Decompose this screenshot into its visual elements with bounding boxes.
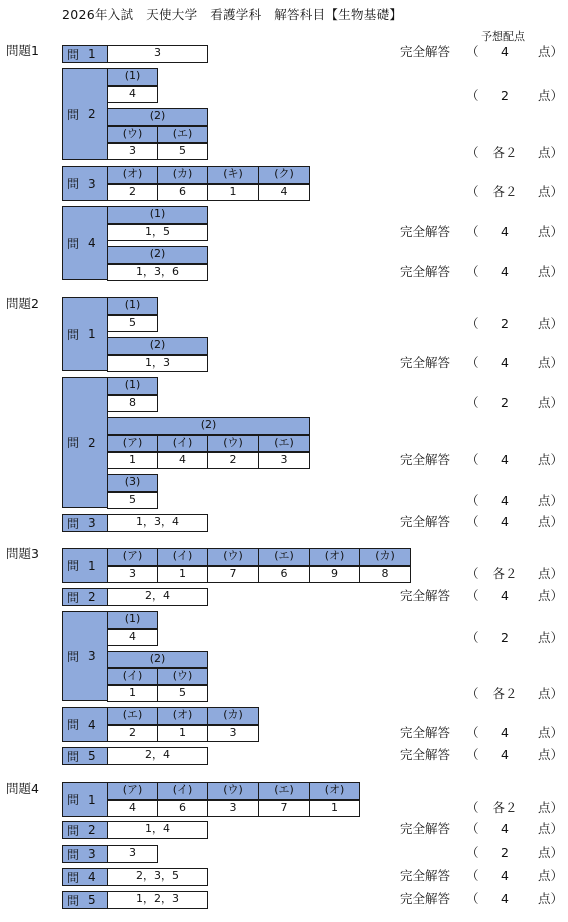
full-answer-label: 完全解答 bbox=[400, 44, 451, 59]
answer-cell: 1 bbox=[107, 685, 158, 702]
answer-cell: 5 bbox=[107, 315, 158, 332]
column-header: (エ) bbox=[258, 548, 310, 566]
question-mark-label: 問 bbox=[67, 516, 80, 531]
column-header: (オ) bbox=[309, 782, 360, 800]
open-paren: （ bbox=[466, 493, 479, 508]
answer-cell: 1，3，4 bbox=[107, 514, 208, 532]
answer-cell: 7 bbox=[258, 800, 310, 817]
score-value: 2 bbox=[501, 630, 509, 645]
score-unit: 点） bbox=[538, 725, 564, 740]
column-header: (ク) bbox=[258, 166, 310, 184]
open-paren: （ bbox=[466, 395, 479, 410]
question-number: 3 bbox=[88, 649, 96, 663]
score-unit: 点） bbox=[538, 630, 564, 645]
open-paren: （ bbox=[466, 224, 479, 239]
answer-cell: 2，3，5 bbox=[107, 868, 208, 886]
question-mark-label: 問 bbox=[67, 823, 80, 838]
score-unit: 点） bbox=[538, 88, 564, 103]
open-paren: （ bbox=[466, 686, 479, 701]
open-paren: （ bbox=[466, 316, 479, 331]
full-answer-label: 完全解答 bbox=[400, 821, 451, 836]
question-mark-label: 問 bbox=[67, 236, 80, 251]
question-mark-label: 問 bbox=[67, 47, 80, 62]
score-unit: 点） bbox=[538, 686, 564, 701]
score-unit: 点） bbox=[538, 395, 564, 410]
question-number: 2 bbox=[88, 435, 96, 450]
question-2-1 bbox=[62, 297, 108, 371]
score-unit: 点） bbox=[538, 514, 564, 529]
score-value: 4 bbox=[501, 747, 509, 762]
answer-cell: 5 bbox=[157, 143, 208, 160]
score-unit: 点） bbox=[538, 588, 564, 603]
answer-cell: 2 bbox=[107, 184, 158, 201]
full-answer-label: 完全解答 bbox=[400, 891, 451, 906]
part-header: (1) bbox=[107, 377, 158, 395]
answer-cell: 4 bbox=[258, 184, 310, 201]
answer-cell: 3 bbox=[207, 725, 259, 742]
column-header: (カ) bbox=[359, 548, 411, 566]
open-paren: （ bbox=[466, 88, 479, 103]
open-paren: （ bbox=[466, 821, 479, 836]
score-value: 4 bbox=[501, 264, 509, 279]
full-answer-label: 完全解答 bbox=[400, 588, 451, 603]
score-unit: 点） bbox=[538, 316, 564, 331]
question-4-2 bbox=[62, 821, 108, 839]
answer-cell: 4 bbox=[107, 86, 158, 103]
score-value: 各２ bbox=[492, 184, 518, 199]
answer-cell: 1 bbox=[309, 800, 360, 817]
question-number: 2 bbox=[88, 823, 96, 837]
answer-cell: 1，4 bbox=[107, 821, 208, 839]
question-1-4 bbox=[62, 206, 108, 280]
answer-cell: 2，4 bbox=[107, 747, 208, 765]
score-value: 各２ bbox=[492, 566, 518, 581]
question-1-3 bbox=[62, 166, 108, 201]
question-3-3 bbox=[62, 611, 108, 701]
question-mark-label: 問 bbox=[67, 749, 80, 764]
column-header: (ア) bbox=[107, 782, 158, 800]
score-unit: 点） bbox=[538, 566, 564, 581]
question-mark-label: 問 bbox=[67, 590, 80, 605]
column-header: (ア) bbox=[107, 548, 158, 566]
full-answer-label: 完全解答 bbox=[400, 355, 451, 370]
answer-cell: 3 bbox=[207, 800, 259, 817]
score-value: 4 bbox=[501, 452, 509, 467]
question-mark-label: 問 bbox=[67, 177, 80, 191]
question-number: 1 bbox=[88, 47, 96, 61]
open-paren: （ bbox=[466, 452, 479, 467]
score-unit: 点） bbox=[538, 264, 564, 279]
score-value: 4 bbox=[501, 224, 509, 239]
question-number: 1 bbox=[88, 558, 96, 573]
answer-cell: 2 bbox=[207, 452, 259, 469]
score-value: 4 bbox=[501, 44, 509, 59]
question-4-3 bbox=[62, 845, 108, 863]
answer-cell: 1 bbox=[157, 566, 208, 583]
part-header: (1) bbox=[107, 611, 158, 629]
score-unit: 点） bbox=[538, 800, 564, 815]
part-header: (3) bbox=[107, 474, 158, 492]
question-mark-label: 問 bbox=[67, 847, 80, 862]
score-value: 各２ bbox=[492, 686, 518, 701]
full-answer-label: 完全解答 bbox=[400, 514, 451, 529]
column-header: (イ) bbox=[107, 668, 158, 685]
column-header: (エ) bbox=[258, 435, 310, 452]
column-header: (ウ) bbox=[107, 126, 158, 143]
open-paren: （ bbox=[466, 264, 479, 279]
column-header: (ウ) bbox=[207, 782, 259, 800]
answer-cell: 1，3，6 bbox=[107, 264, 208, 281]
question-number: 4 bbox=[88, 870, 96, 884]
answer-cell: 3 bbox=[107, 45, 208, 63]
answer-cell: 1 bbox=[107, 452, 158, 469]
score-value: 4 bbox=[501, 725, 509, 740]
full-answer-label: 完全解答 bbox=[400, 725, 451, 740]
question-mark-label: 問 bbox=[67, 436, 80, 450]
full-answer-label: 完全解答 bbox=[400, 452, 451, 467]
score-unit: 点） bbox=[538, 821, 564, 836]
question-mark-label: 問 bbox=[67, 559, 80, 573]
question-number: 1 bbox=[88, 792, 96, 807]
open-paren: （ bbox=[466, 868, 479, 883]
answer-cell: 4 bbox=[107, 800, 158, 817]
part-header: (1) bbox=[107, 206, 208, 224]
answer-cell: 3 bbox=[258, 452, 310, 469]
column-header: (オ) bbox=[157, 707, 208, 725]
column-header: (オ) bbox=[309, 548, 360, 566]
score-value: 2 bbox=[501, 88, 509, 103]
score-unit: 点） bbox=[538, 493, 564, 508]
score-unit: 点） bbox=[538, 224, 564, 239]
score-unit: 点） bbox=[538, 452, 564, 467]
column-header: (エ) bbox=[258, 782, 310, 800]
part-header: (2) bbox=[107, 651, 208, 668]
score-unit: 点） bbox=[538, 184, 564, 199]
score-unit: 点） bbox=[538, 145, 564, 160]
column-header: (イ) bbox=[157, 548, 208, 566]
question-number: 5 bbox=[88, 749, 96, 763]
answer-cell: 3 bbox=[107, 845, 158, 863]
question-number: 2 bbox=[88, 107, 96, 121]
column-header: (キ) bbox=[207, 166, 259, 184]
question-3-5 bbox=[62, 747, 108, 765]
question-3-4 bbox=[62, 707, 108, 742]
question-4-4 bbox=[62, 868, 108, 886]
answer-cell: 8 bbox=[359, 566, 411, 583]
column-header: (オ) bbox=[107, 166, 158, 184]
score-value: 4 bbox=[501, 868, 509, 883]
score-column-header: 予想配点 bbox=[481, 30, 525, 43]
part-header: (2) bbox=[107, 246, 208, 264]
open-paren: （ bbox=[466, 891, 479, 906]
score-value: 各２ bbox=[492, 145, 518, 160]
score-value: 4 bbox=[501, 514, 509, 529]
question-number: 3 bbox=[88, 516, 96, 530]
section-label-1: 問題1 bbox=[6, 43, 39, 58]
answer-cell: 5 bbox=[157, 685, 208, 702]
section-label-3: 問題3 bbox=[6, 546, 39, 561]
open-paren: （ bbox=[466, 747, 479, 762]
column-header: (ア) bbox=[107, 435, 158, 452]
score-unit: 点） bbox=[538, 747, 564, 762]
score-value: 2 bbox=[501, 395, 509, 410]
question-1-2 bbox=[62, 68, 108, 160]
question-4-5 bbox=[62, 891, 108, 909]
score-unit: 点） bbox=[538, 845, 564, 860]
question-mark-label: 問 bbox=[67, 107, 80, 122]
score-value: 2 bbox=[501, 316, 509, 331]
open-paren: （ bbox=[466, 800, 479, 815]
answer-cell: 4 bbox=[157, 452, 208, 469]
answer-cell: 4 bbox=[107, 629, 158, 646]
part-header: (2) bbox=[107, 417, 310, 435]
answer-cell: 3 bbox=[107, 143, 158, 160]
open-paren: （ bbox=[466, 845, 479, 860]
answer-cell: 6 bbox=[157, 800, 208, 817]
answer-cell: 2，4 bbox=[107, 588, 208, 606]
column-header: (エ) bbox=[107, 707, 158, 725]
question-2-2 bbox=[62, 377, 108, 508]
question-1-1 bbox=[62, 45, 108, 63]
open-paren: （ bbox=[466, 566, 479, 581]
question-number: 4 bbox=[88, 236, 96, 250]
question-number: 1 bbox=[88, 327, 96, 341]
open-paren: （ bbox=[466, 725, 479, 740]
part-header: (1) bbox=[107, 297, 158, 315]
score-unit: 点） bbox=[538, 868, 564, 883]
answer-cell: 5 bbox=[107, 492, 158, 509]
full-answer-label: 完全解答 bbox=[400, 264, 451, 279]
open-paren: （ bbox=[466, 184, 479, 199]
column-header: (エ) bbox=[157, 126, 208, 143]
answer-cell: 1 bbox=[207, 184, 259, 201]
question-number: 5 bbox=[88, 893, 96, 907]
page-title: 2026年入試 天使大学 看護学科 解答科目【生物基礎】 bbox=[62, 7, 403, 22]
answer-cell: 8 bbox=[107, 395, 158, 412]
question-mark-label: 問 bbox=[67, 870, 80, 885]
section-label-2: 問題2 bbox=[6, 296, 39, 311]
column-header: (ウ) bbox=[207, 548, 259, 566]
question-number: 4 bbox=[88, 717, 96, 732]
score-unit: 点） bbox=[538, 44, 564, 59]
score-value: 4 bbox=[501, 891, 509, 906]
answer-cell: 9 bbox=[309, 566, 360, 583]
column-header: (イ) bbox=[157, 435, 208, 452]
answer-cell: 1，5 bbox=[107, 224, 208, 241]
answer-cell: 1，2，3 bbox=[107, 891, 208, 909]
question-number: 3 bbox=[88, 176, 96, 191]
score-value: 2 bbox=[501, 845, 509, 860]
column-header: (カ) bbox=[207, 707, 259, 725]
question-4-1 bbox=[62, 782, 108, 817]
open-paren: （ bbox=[466, 514, 479, 529]
score-unit: 点） bbox=[538, 891, 564, 906]
answer-cell: 7 bbox=[207, 566, 259, 583]
question-number: 3 bbox=[88, 847, 96, 861]
column-header: (カ) bbox=[157, 166, 208, 184]
part-header: (1) bbox=[107, 68, 158, 86]
answer-cell: 6 bbox=[157, 184, 208, 201]
answer-cell: 6 bbox=[258, 566, 310, 583]
column-header: (ウ) bbox=[157, 668, 208, 685]
section-label-4: 問題4 bbox=[6, 781, 39, 796]
question-mark-label: 問 bbox=[67, 793, 80, 807]
question-2-3 bbox=[62, 514, 108, 532]
question-3-1 bbox=[62, 548, 108, 583]
open-paren: （ bbox=[466, 630, 479, 645]
question-3-2 bbox=[62, 588, 108, 606]
score-unit: 点） bbox=[538, 355, 564, 370]
score-value: 各２ bbox=[492, 800, 518, 815]
question-mark-label: 問 bbox=[67, 893, 80, 908]
column-header: (ウ) bbox=[207, 435, 259, 452]
column-header: (イ) bbox=[157, 782, 208, 800]
full-answer-label: 完全解答 bbox=[400, 224, 451, 239]
score-value: 4 bbox=[501, 493, 509, 508]
open-paren: （ bbox=[466, 355, 479, 370]
score-value: 4 bbox=[501, 821, 509, 836]
answer-cell: 3 bbox=[107, 566, 158, 583]
open-paren: （ bbox=[466, 145, 479, 160]
full-answer-label: 完全解答 bbox=[400, 747, 451, 762]
part-header: (2) bbox=[107, 108, 208, 126]
answer-cell: 1，3 bbox=[107, 355, 208, 372]
answer-cell: 1 bbox=[157, 725, 208, 742]
question-mark-label: 問 bbox=[67, 649, 80, 664]
open-paren: （ bbox=[466, 44, 479, 59]
score-value: 4 bbox=[501, 588, 509, 603]
question-mark-label: 問 bbox=[67, 718, 80, 732]
question-number: 2 bbox=[88, 590, 96, 604]
answer-cell: 2 bbox=[107, 725, 158, 742]
score-value: 4 bbox=[501, 355, 509, 370]
part-header: (2) bbox=[107, 337, 208, 355]
question-mark-label: 問 bbox=[67, 327, 80, 342]
open-paren: （ bbox=[466, 588, 479, 603]
full-answer-label: 完全解答 bbox=[400, 868, 451, 883]
